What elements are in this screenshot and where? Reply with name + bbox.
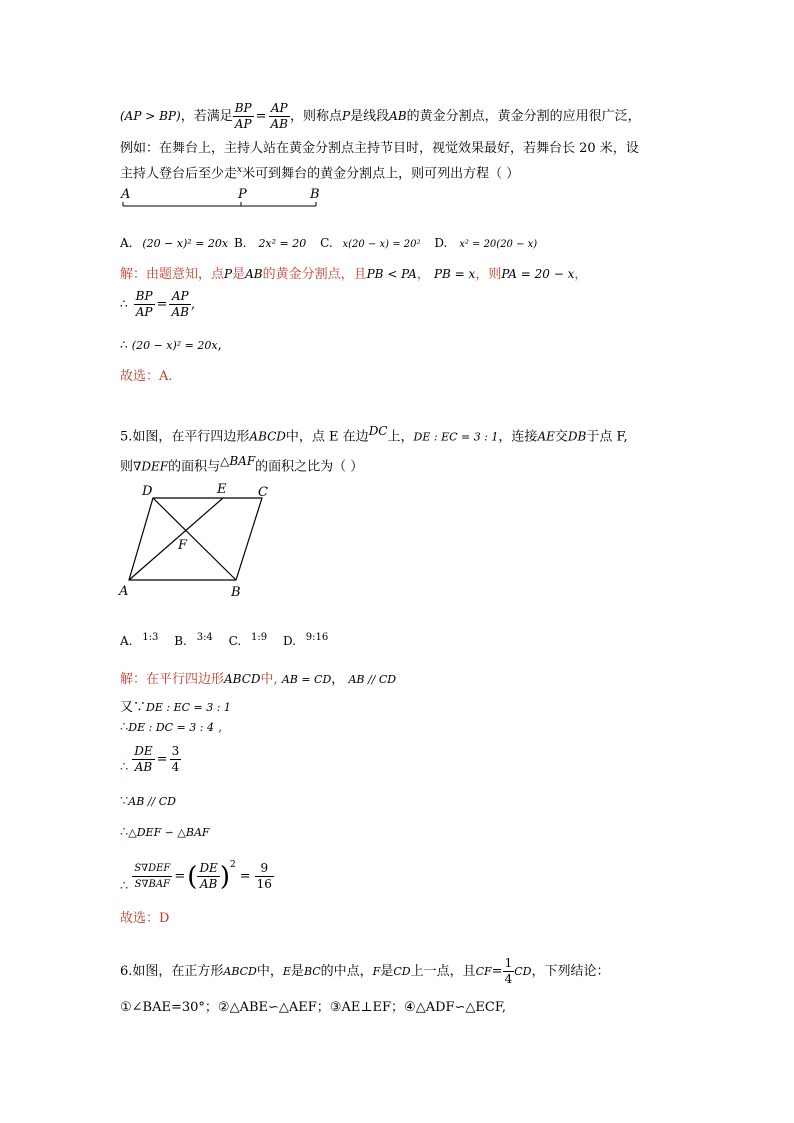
sol-fraction: [132, 744, 154, 775]
q4-text: 主持人登台后至少走: [120, 166, 238, 182]
vertex-a: A: [119, 584, 129, 599]
q6-var: F: [372, 965, 381, 978]
sol-fraction-right: [169, 289, 190, 320]
option-label-d: D.: [282, 634, 296, 648]
option-d: x² = 20(20 − x): [459, 239, 538, 250]
q6-text: ，下列结论：: [531, 964, 610, 979]
frac-num: DE: [199, 861, 218, 876]
q5-text: 交: [554, 429, 568, 445]
q5-ratio: DE : EC = 3 : 1: [413, 430, 499, 444]
q5-text: 的面积与: [168, 459, 221, 475]
sol-math: PA = 20 − x: [501, 267, 575, 281]
q6-text: 6.如图，在正方形: [120, 964, 224, 979]
parallelogram-abcd: [129, 498, 262, 580]
segment-label-p: P: [238, 187, 247, 202]
sol-ratio-fraction: [197, 861, 219, 892]
sol-math: PB = x: [433, 267, 476, 281]
equals-sign: =: [255, 109, 267, 124]
therefore-symbol: ∴: [120, 720, 129, 735]
option-a: (20 − x)² = 20x: [142, 237, 229, 250]
q5-var: DB: [567, 429, 587, 444]
frac-num: 1: [504, 956, 513, 970]
sol-fraction-left: [134, 289, 155, 320]
q4-text: 米可到舞台的黄金分割点上，则可列出方程（ ）: [242, 166, 520, 182]
sol-text: 的黄金分割点，且: [262, 267, 367, 282]
q5-text: 中，点 E 在边: [285, 429, 369, 445]
q4-solution-line3: ∴ (20 − x)² = 20x,: [120, 338, 222, 353]
q4-var-x: x: [237, 165, 243, 175]
q5-solution-line4: [120, 740, 181, 780]
option-label-a: A.: [120, 634, 133, 648]
sol-result-fraction: [255, 861, 274, 892]
q5-var: △BAF: [220, 454, 256, 468]
q5-var: AE: [537, 429, 555, 444]
frac-den: S∇BAF: [134, 879, 170, 891]
q5-options: [120, 628, 328, 651]
q5-text: 5.如图，在平行四边形: [120, 429, 250, 445]
q5-solution-line2: [120, 698, 231, 718]
sol-math: DE : DC = 3 : 4: [128, 721, 214, 734]
exponent-2: 2: [229, 860, 236, 870]
q6-text: 是: [380, 964, 394, 979]
q6-text: 上一点，且: [410, 964, 476, 979]
therefore-symbol: ∴: [120, 338, 128, 352]
right-paren: ): [219, 861, 230, 892]
option-label-b: B.: [233, 236, 247, 250]
frac-num: 3: [171, 744, 180, 758]
q5-text: 上，: [387, 429, 414, 445]
sol-var: P: [224, 267, 233, 281]
parallelogram-figure: [112, 478, 282, 600]
vertex-c: C: [258, 485, 268, 500]
frac-num: 9: [255, 861, 274, 877]
q5-var: ∇DEF: [133, 459, 169, 474]
q5-text: 的面积之比为（ ）: [255, 459, 364, 475]
option-label-d: D.: [434, 236, 448, 250]
sol-text: 解：在平行四边形: [120, 672, 225, 687]
q4-answer: 故选：A.: [120, 369, 173, 384]
sol-equation: (20 − x)² = 20x: [131, 339, 218, 352]
point-e: E: [217, 482, 227, 497]
frac-den: 4: [504, 972, 513, 986]
therefore-symbol: ∴: [120, 760, 129, 775]
q6-text: 是: [290, 964, 304, 979]
option-a: 1:3: [142, 632, 159, 643]
option-label-b: B.: [174, 634, 187, 648]
sol-math: DE : EC = 3 : 1: [146, 701, 231, 714]
q6-line2: ①∠BAE=30°；②△ABE∽△AEF；③AE⊥EF；④△ADF∽△ECF,: [120, 1000, 506, 1015]
vertex-d: D: [142, 484, 153, 499]
q5-line2: [120, 451, 363, 477]
sol-text: 中,: [260, 672, 278, 687]
frac-num: BP: [135, 289, 153, 303]
q4-condition: (AP > BP): [120, 109, 181, 123]
q6-var: CF: [475, 965, 492, 978]
sol-text: 是: [232, 267, 246, 282]
therefore-symbol: ∴: [120, 297, 128, 311]
frac-num: S∇DEF: [132, 861, 172, 877]
q4-text: 是线段: [350, 109, 390, 124]
sol-area-fraction: [132, 861, 172, 892]
frac-den: 16: [256, 877, 272, 892]
q6-var: CD: [393, 965, 411, 978]
option-label-c: C.: [228, 634, 242, 648]
option-c: 1:9: [251, 632, 268, 643]
frac-den: AB: [171, 305, 189, 319]
q4-solution-line2: ∴ $\frac{BP}{AP}$ = $\frac{AP}{AB}$ ,: [120, 289, 196, 319]
option-b: 2x² = 20: [258, 237, 307, 250]
segment-figure: [118, 184, 328, 212]
equals-sign: =: [491, 964, 503, 979]
frac-num: DE: [134, 744, 153, 758]
frac-den: 4: [171, 760, 180, 774]
q5-answer: 故选：D: [120, 911, 170, 926]
option-d: 9:16: [305, 632, 329, 643]
sol-var: ABCD: [224, 672, 261, 686]
q4-fraction-left: [233, 101, 254, 132]
q4-text: ，则称点: [290, 109, 343, 124]
q5-solution-line1: 解：在平行四边形ABCD中, AB = CD， AB // CD: [120, 672, 397, 687]
frac-num: AP: [269, 101, 290, 117]
q5-solution-line6: [120, 823, 210, 843]
sol-math: AB // CD: [348, 673, 397, 686]
option-label-a: A.: [120, 236, 133, 250]
sol-var: AB: [245, 267, 263, 281]
q4-var-p: P: [342, 109, 351, 123]
equals-sign: =: [156, 297, 168, 312]
therefore-symbol: ∴: [120, 825, 129, 840]
option-c: x(20 − x) = 20²: [342, 239, 421, 250]
equals-sign: =: [239, 869, 251, 885]
q4-solution-line1: 解：由题意知，点P是AB的黄金分割点，且PB < PA， PB = x，则PA = 20 − x，: [120, 267, 588, 282]
frac-num: BP: [234, 101, 252, 115]
frac-den: AB: [199, 877, 218, 892]
frac-den: AP: [135, 305, 153, 319]
q5-solution-line7: [120, 848, 274, 898]
therefore-symbol: ∴: [120, 879, 129, 895]
equals-sign: =: [156, 752, 168, 767]
sol-text: ，则: [475, 267, 502, 282]
segment-db: [153, 498, 236, 580]
q4-line3: [120, 160, 519, 184]
frac-den: AB: [134, 760, 153, 774]
q5-solution-line3: ∴DE : DC = 3 : 4 ,: [120, 720, 223, 735]
q4-text: ，若满足: [180, 109, 233, 124]
q5-var: ABCD: [249, 429, 286, 444]
q4-options: [120, 233, 537, 255]
q4-line1: [120, 96, 641, 136]
segment-ae: [129, 498, 223, 580]
q5-text: 于点 F,: [586, 429, 628, 445]
equals-sign: =: [174, 869, 186, 885]
sol-text: 解：由题意知，点: [120, 267, 225, 282]
option-label-c: C.: [320, 236, 333, 250]
q4-fraction-right: [269, 101, 290, 132]
frac-den: AP: [234, 117, 252, 131]
frac-num: AP: [169, 289, 190, 305]
segment-label-a: A: [121, 187, 131, 202]
q5-solution-line5: [120, 792, 176, 812]
option-b: 3:4: [196, 632, 213, 643]
q6-var: E: [282, 965, 291, 978]
q6-text: 的中点，: [320, 964, 373, 979]
segment-label-b: B: [310, 187, 320, 202]
sol-text: 又∵: [120, 700, 147, 715]
vertex-b: B: [231, 585, 241, 600]
q5-text: 则: [120, 459, 134, 475]
because-symbol: ∵: [120, 794, 129, 809]
q4-line2: 例如：在舞台上，主持人站在黄金分割点主持节目时，视觉效果最好，若舞台长 20 米，设: [120, 141, 639, 156]
sol-math: AB = CD: [281, 673, 332, 686]
q6-var: BC: [303, 965, 321, 978]
q6-fraction: [503, 956, 515, 987]
point-f: F: [178, 538, 188, 553]
sol-math: △DEF ∽ △BAF: [128, 826, 210, 839]
q5-var: DC: [368, 424, 388, 438]
sol-math: AB // CD: [128, 795, 176, 808]
q6-line1: [120, 955, 609, 989]
left-paren: (: [187, 861, 198, 892]
q4-var-ab: AB: [389, 109, 407, 123]
q6-var: ABCD: [223, 965, 257, 978]
q5-text: ，连接: [498, 429, 538, 445]
sol-fraction-value: [170, 744, 182, 775]
q5-line1: [120, 421, 628, 447]
q6-var: CD: [514, 965, 532, 978]
sol-math: PB < PA: [366, 267, 417, 281]
q6-text: 中，: [256, 964, 283, 979]
frac-den: AB: [270, 117, 288, 131]
q4-text: 的黄金分割点，黄金分割的应用很广泛，: [406, 109, 641, 124]
